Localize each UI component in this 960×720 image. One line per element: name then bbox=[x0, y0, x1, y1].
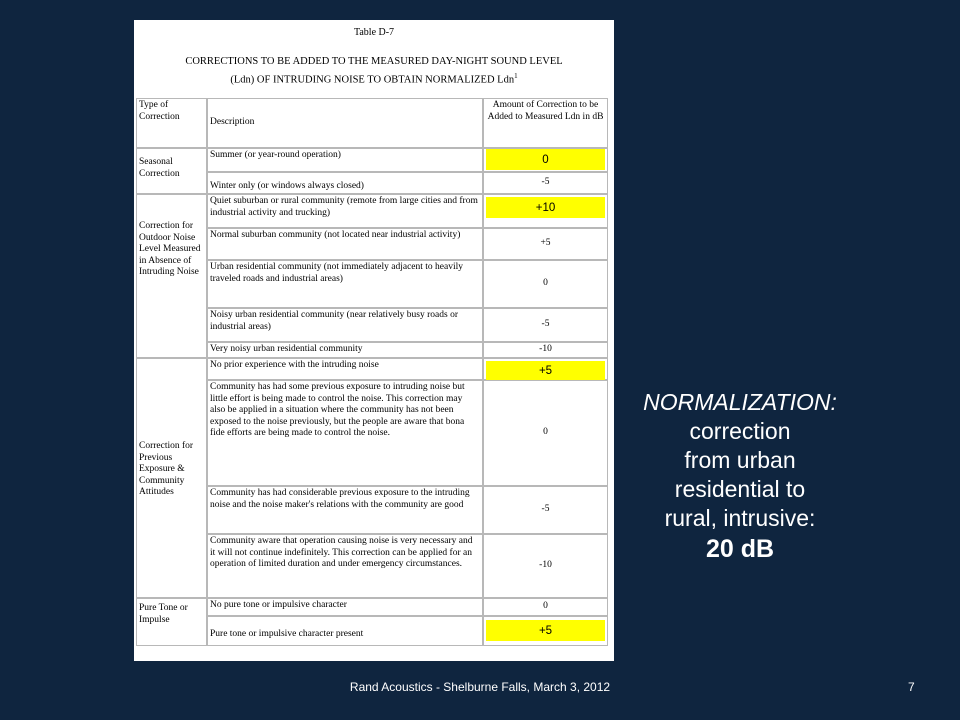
row-desc: Community has had some previous exposure to intruding noise but little effort is being made to control the noise. This correction may also be applied in a situation where the community has not been exposed to the noise previously, but the people are aware that bona fide efforts are being made to control the noise. bbox=[207, 380, 483, 486]
normalization-value: 20 dB bbox=[705, 535, 775, 563]
row-desc: Very noisy urban residential community bbox=[207, 342, 483, 358]
normalization-line: residential to bbox=[674, 476, 806, 502]
highlight-amount-no-prior: +5 bbox=[486, 361, 605, 380]
table-heading bbox=[134, 54, 614, 88]
row-desc: Summer (or year-round operation) bbox=[207, 148, 483, 172]
table-heading-line2-wrap bbox=[134, 69, 614, 88]
row-desc: Pure tone or impulsive character present bbox=[207, 616, 483, 646]
row-amount: -5 bbox=[483, 308, 608, 342]
normalization-line: rural, intrusive: bbox=[664, 505, 816, 531]
scanned-table-document bbox=[134, 20, 614, 661]
row-amount: -5 bbox=[483, 172, 608, 194]
row-amount: +5 bbox=[483, 228, 608, 260]
row-desc: No prior experience with the intruding noise bbox=[207, 358, 483, 380]
row-amount: 0 bbox=[483, 598, 608, 616]
highlight-amount-summer: 0 bbox=[486, 149, 605, 170]
row-desc: Quiet suburban or rural community (remote from large cities and from industrial activity and trucking) bbox=[207, 194, 483, 228]
normalization-line: correction bbox=[689, 418, 791, 444]
group-type-outdoor-noise: Correction for Outdoor Noise Level Measured in Absence of Intruding Noise bbox=[136, 194, 207, 358]
table-heading-line1: CORRECTIONS TO BE ADDED TO THE MEASURED DAY-NIGHT SOUND LEVEL bbox=[185, 56, 563, 67]
normalization-line: from urban bbox=[684, 447, 796, 473]
table-heading-line2: (Ldn) OF INTRUDING NOISE TO OBTAIN NORMALIZED Ldn bbox=[230, 74, 515, 86]
row-desc: Normal suburban community (not located near industrial activity) bbox=[207, 228, 483, 260]
normalization-annotation bbox=[614, 388, 866, 564]
row-desc: No pure tone or impulsive character bbox=[207, 598, 483, 616]
row-amount: 0 bbox=[483, 260, 608, 308]
row-amount: -10 bbox=[483, 534, 608, 598]
group-type-seasonal: Seasonal Correction bbox=[136, 148, 207, 194]
row-desc: Noisy urban residential community (near relatively busy roads or industrial areas) bbox=[207, 308, 483, 342]
table-heading-footnote: 1 bbox=[514, 72, 518, 80]
row-desc: Community has had considerable previous exposure to the intruding noise and the noise maker's relations with the community are good bbox=[207, 486, 483, 534]
row-amount: -5 bbox=[483, 486, 608, 534]
highlight-amount-quiet-rural: +10 bbox=[486, 197, 605, 218]
header-description: Description bbox=[207, 98, 483, 148]
row-amount: -10 bbox=[483, 342, 608, 358]
page-number: 7 bbox=[908, 680, 915, 694]
row-desc: Urban residential community (not immediately adjacent to heavily traveled roads and industrial areas) bbox=[207, 260, 483, 308]
row-desc: Winter only (or windows always closed) bbox=[207, 172, 483, 194]
group-type-pure-tone: Pure Tone or Impulse bbox=[136, 598, 207, 646]
header-type: Type of Correction bbox=[136, 98, 207, 148]
slide-footer bbox=[0, 680, 960, 700]
highlight-amount-pure-tone: +5 bbox=[486, 620, 605, 641]
row-amount: 0 bbox=[483, 380, 608, 486]
group-type-previous-exposure: Correction for Previous Exposure & Community Attitudes bbox=[136, 358, 207, 598]
row-desc: Community aware that operation causing noise is very necessary and it will not continue indefinitely. This correction can be applied for an operation of limited duration and under emergency circumstances. bbox=[207, 534, 483, 598]
footer-text: Rand Acoustics - Shelburne Falls, March 3, 2012 bbox=[349, 680, 611, 694]
header-amount: Amount of Correction to be Added to Measured Ldn in dB bbox=[483, 98, 608, 148]
normalization-title: NORMALIZATION: bbox=[643, 389, 837, 415]
table-label: Table D-7 bbox=[353, 27, 395, 38]
